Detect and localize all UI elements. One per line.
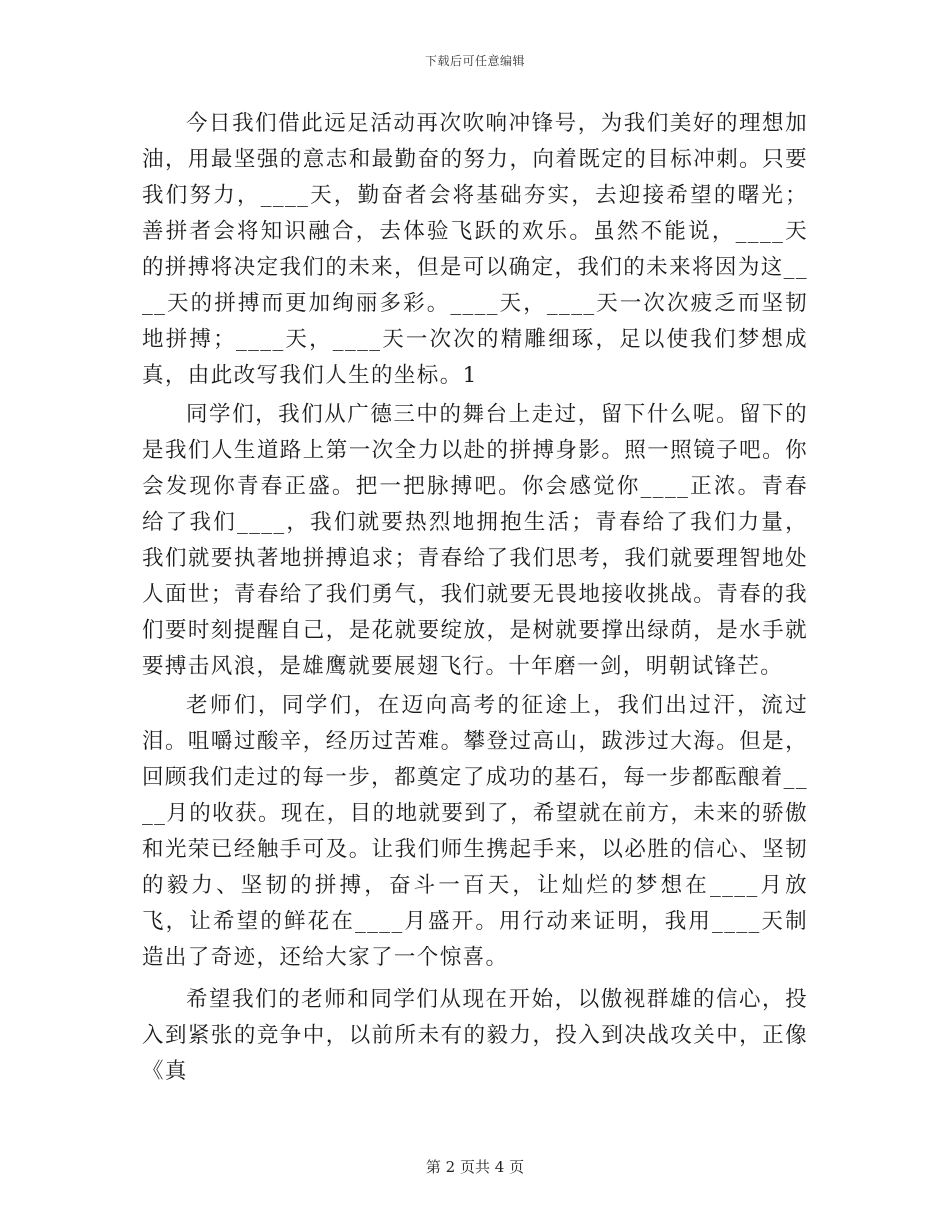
paragraph-2: 同学们，我们从广德三中的舞台上走过，留下什么呢。留下的是我们人生道路上第一次全力以赴的拼搏身影。照一照镜子吧。你会发现你青春正盛。把一把脉搏吧。你会感觉你____正浓。青春给了我们____，我们就要热烈地拥抱生活；青春给了我们力量，我们就要执著地拼搏追求；青春给了我们思考，我们就要理智地处人面世；青春给了我们勇气，我们就要无畏地接收挑战。青春的我们要时刻提醒自己，是花就要绽放，是树就要撑出绿荫，是水手就要搏击风浪，是雄鹰就要展翅飞行。十年磨一剑，明朝试锋芒。 [142,402,808,679]
page-number-footer: 第 2 页共 4 页 [425,1158,525,1176]
document-body [142,106,808,1090]
paragraph-4: 希望我们的老师和同学们从现在开始，以傲视群雄的信心，投入到紧张的竞争中，以前所未有的毅力，投入到决战攻关中，正像《真 [142,987,808,1084]
paragraph-3: 老师们，同学们，在迈向高考的征途上，我们出过汗，流过泪。咀嚼过酸辛，经历过苦难。攀登过高山，跋涉过大海。但是，回顾我们走过的每一步，都奠定了成功的基石，每一步都酝酿着____月的收获。现在，目的地就要到了，希望就在前方，未来的骄傲和光荣已经触手可及。让我们师生携起手来，以必胜的信心、坚韧的毅力、坚韧的拼搏，奋斗一百天，让灿烂的梦想在____月放飞，让希望的鲜花在____月盛开。用行动来证明，我用____天制造出了奇迹，还给大家了一个惊喜。 [142,693,808,970]
page-header: 下载后可任意编辑 [424,54,525,68]
paragraph-1: 今日我们借此远足活动再次吹响冲锋号，为我们美好的理想加油，用最坚强的意志和最勤奋的努力，向着既定的目标冲刺。只要我们努力，____天，勤奋者会将基础夯实，去迎接希望的曙光；善拼者会将知识融合，去体验飞跃的欢乐。虽然不能说，____天的拼搏将决定我们的未来，但是可以确定，我们的未来将因为这____天的拼搏而更加绚丽多彩。____天，____天一次次疲乏而坚韧地拼搏；____天，____天一次次的精雕细琢，足以使我们梦想成真，由此改写我们人生的坐标。1 [142,111,808,388]
